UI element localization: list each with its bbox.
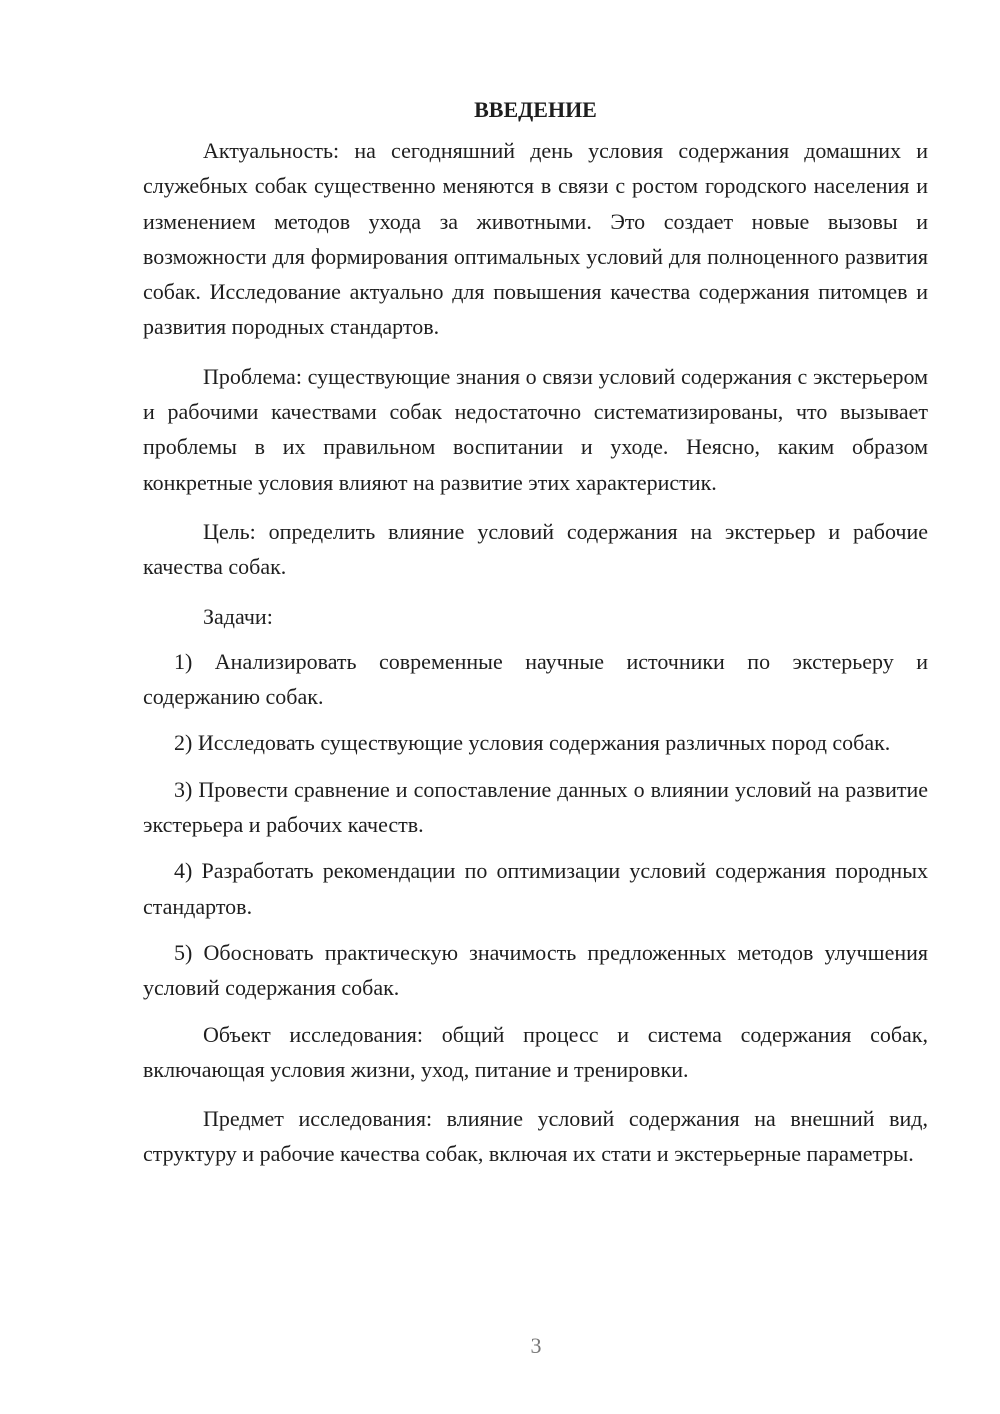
tasks-label: Задачи: <box>203 603 273 629</box>
page-number: 3 <box>530 1333 542 1358</box>
task-item: 2) Исследовать существующие условия содержания различных пород собак. <box>174 730 891 756</box>
task-item: 1) Анализировать современные научные источники по экстерьеру и содержанию собак. <box>143 648 928 710</box>
object-paragraph: Объект исследования: общий процесс и система содержания собак, включающая условия жизни, уход, питание и тренировки. <box>143 1021 928 1082</box>
problem-paragraph: Проблема: существующие знания о связи условий содержания с экстерьером и рабочими качествами собак недостаточно систематизированы, что вызывает проблемы в их правильном воспитании и уходе. Неясно, каким образом конкретные условия влияют на развитие этих характеристик. <box>143 363 928 495</box>
section-heading: ВВЕДЕНИЕ <box>474 97 597 122</box>
goal-paragraph: Цель: определить влияние условий содержания на экстерьер и рабочие качества собак. <box>143 518 928 580</box>
document-body <box>143 92 928 1186</box>
task-item: 4) Разработать рекомендации по оптимизации условий содержания породных стандартов. <box>143 858 928 919</box>
relevance-paragraph: Актуальность: на сегодняшний день условия содержания домашних и служебных собак существенно меняются в связи с ростом городского населения и изменением методов ухода за животными. Это создает новые вызовы и возможности для формирования оптимальных условий для полноценного развития собак. Исследование актуально для повышения качества содержания питомцев и развития породных стандартов. <box>143 138 928 340</box>
task-item: 3) Провести сравнение и сопоставление данных о влиянии условий на развитие экстерьера и рабочих качеств. <box>143 776 928 838</box>
task-item: 5) Обосновать практическую значимость предложенных методов улучшения условий содержания собак. <box>143 939 928 1001</box>
subject-paragraph: Предмет исследования: влияние условий содержания на внешний вид, структуру и рабочие качества собак, включая их стати и экстерьерные параметры. <box>143 1106 928 1167</box>
